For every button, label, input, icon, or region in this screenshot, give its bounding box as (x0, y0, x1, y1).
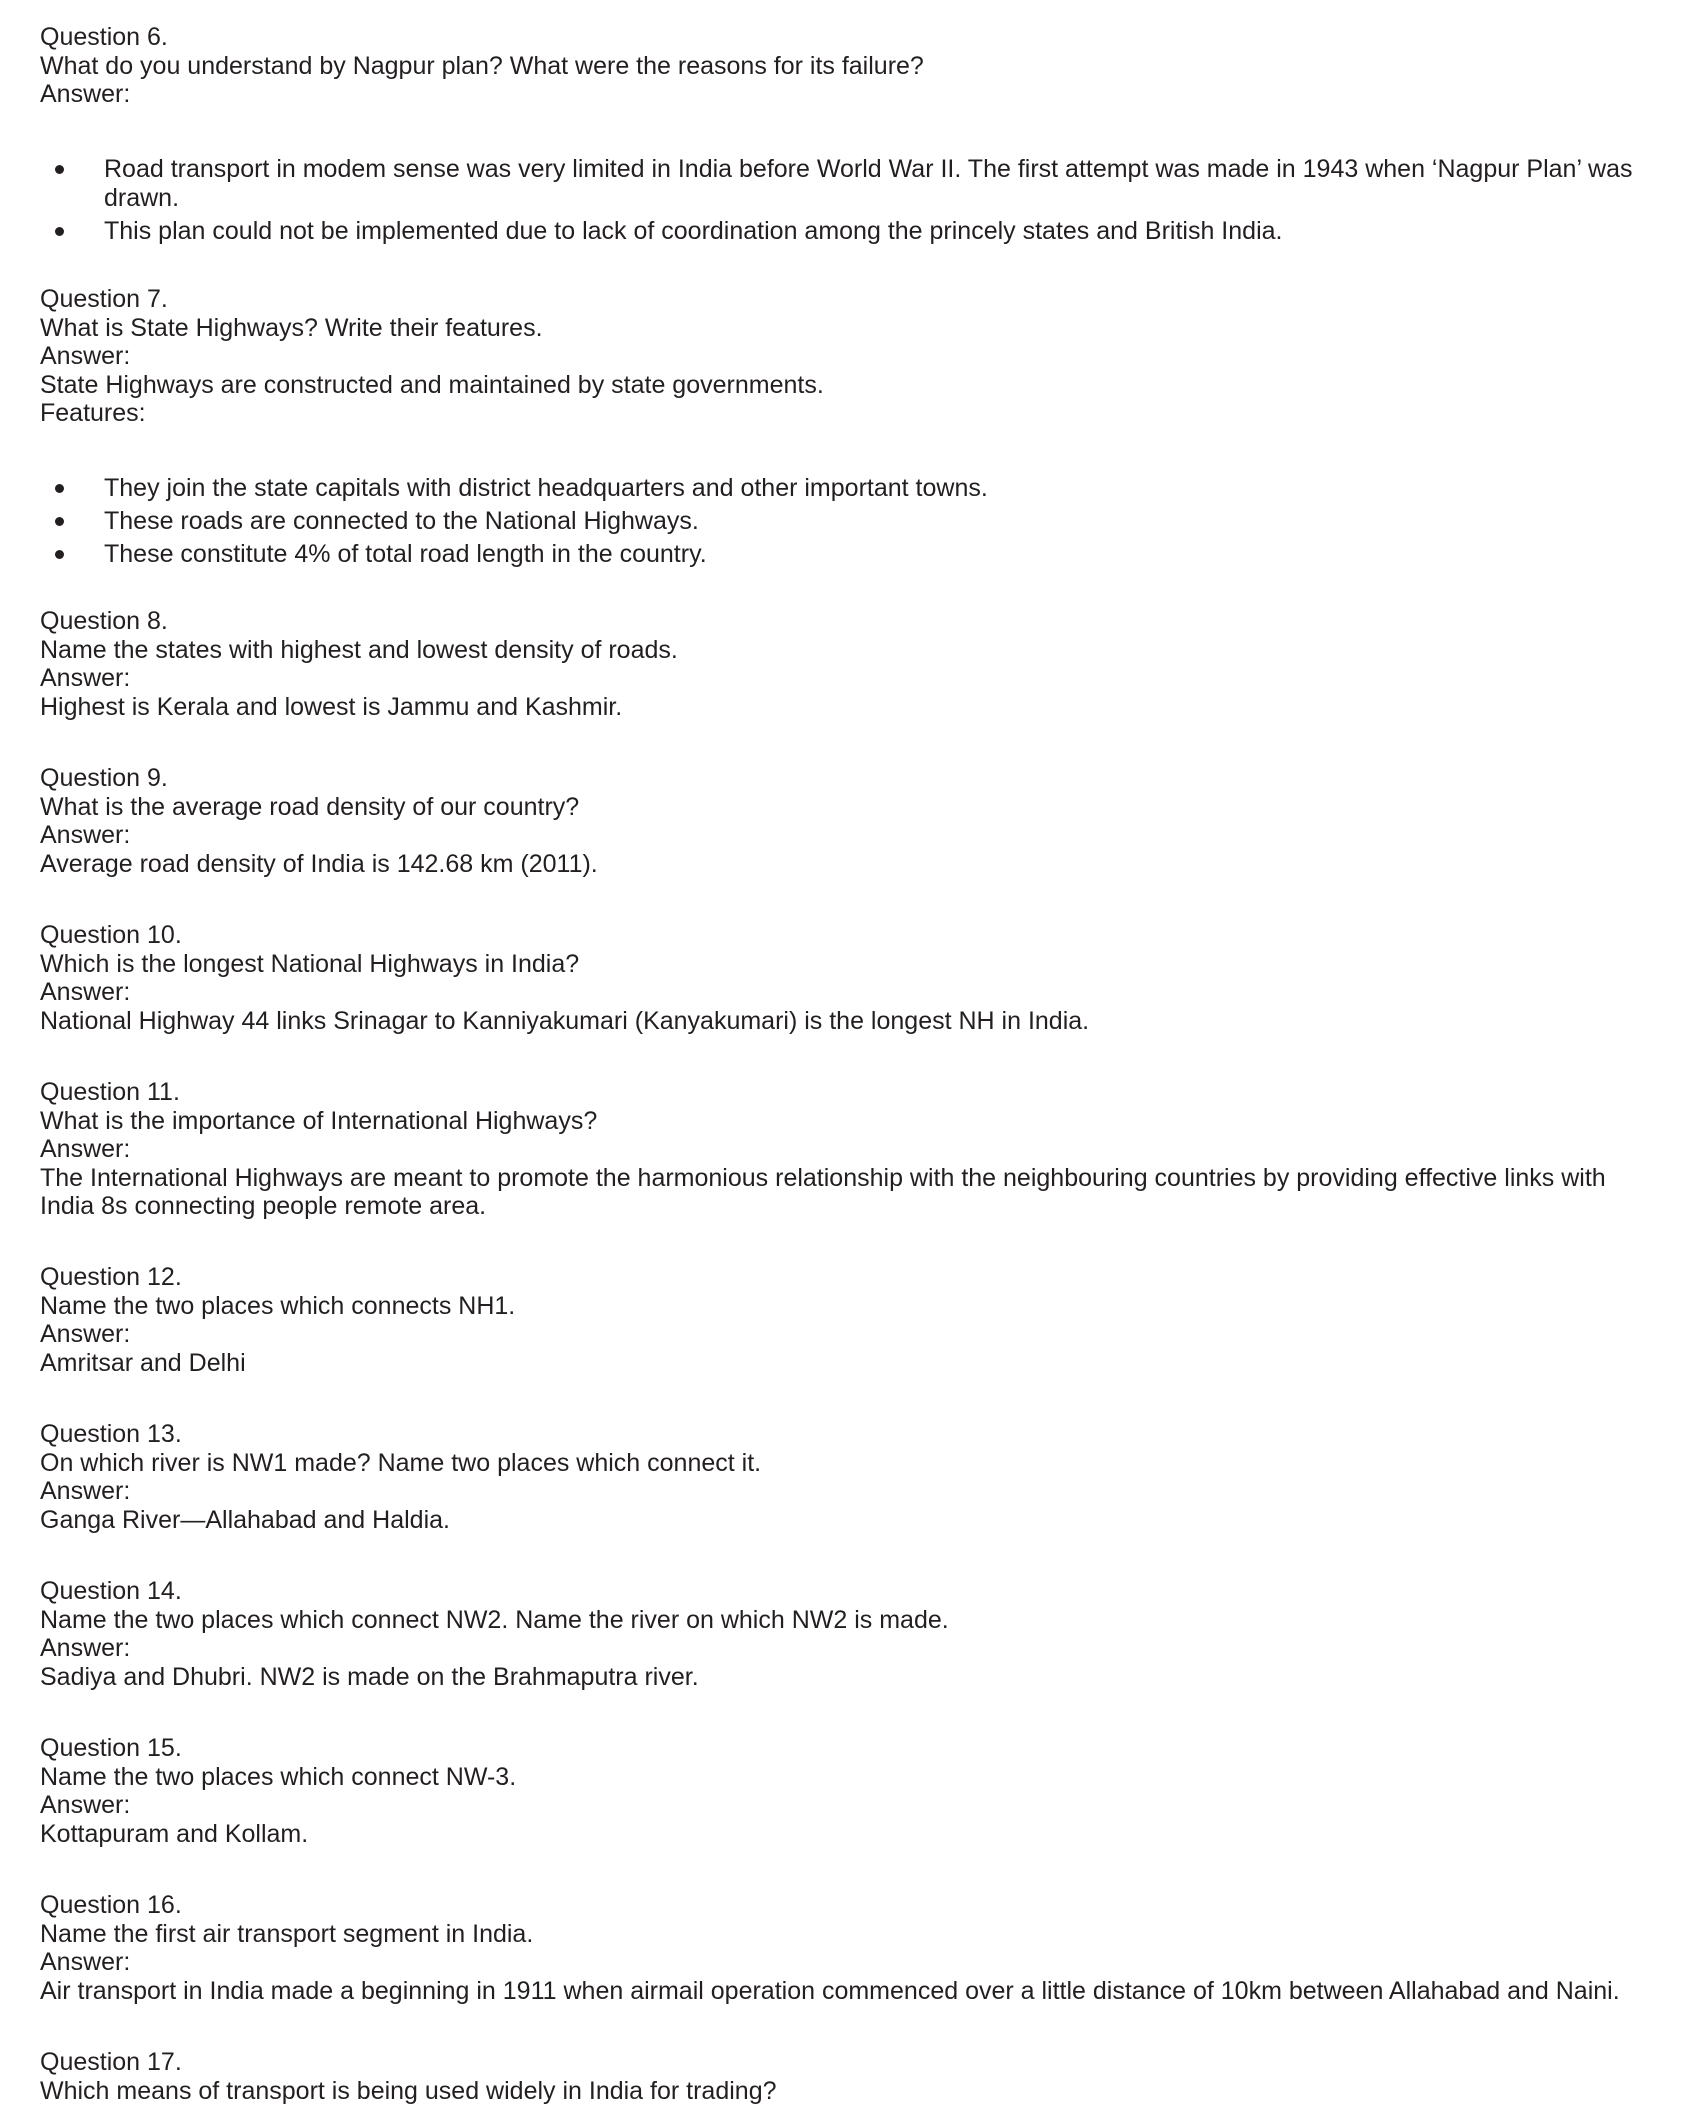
list-item (40, 474, 1665, 503)
question-text: Name the two places which connect NW-3. (40, 1762, 517, 1791)
bullet-text: These roads are connected to the National Highways. (104, 507, 699, 535)
question-number: Question 6. (40, 23, 168, 51)
question-text: Name the two places which connect NW2. Name the river on which NW2 is made. (40, 1605, 949, 1634)
question-text: On which river is NW1 made? Name two places which connect it. (40, 1448, 762, 1477)
question-10 (40, 921, 1665, 1035)
question-7-bullets (40, 474, 1665, 573)
question-16 (40, 1891, 1665, 2005)
question-text: Name the two places which connects NH1. (40, 1291, 516, 1320)
question-11 (40, 1078, 1665, 1221)
question-text: Name the first air transport segment in India. (40, 1919, 534, 1948)
bullet-text: Road transport in modem sense was very limited in India before World War II. The first attempt was made in 1943 when ‘Nagpur Plan’ was drawn. (104, 155, 1633, 212)
bullet-text: These constitute 4% of total road length in the country. (104, 540, 707, 568)
list-item (40, 155, 1665, 212)
answer-label: Answer: (40, 1948, 131, 1976)
bullet-list (40, 155, 1665, 245)
question-14 (40, 1577, 1665, 1691)
question-text: What do you understand by Nagpur plan? What were the reasons for its failure? (40, 51, 924, 80)
list-item (40, 507, 1665, 536)
bullet-list (40, 474, 1665, 569)
question-12 (40, 1263, 1665, 1377)
answer-label: Answer: (40, 1634, 131, 1662)
question-6 (40, 23, 1665, 109)
list-item (40, 217, 1665, 246)
question-number: Question 7. (40, 285, 168, 313)
answer-label: Answer: (40, 342, 131, 370)
answer-label: Answer: (40, 1477, 131, 1505)
question-text: What is State Highways? Write their features. (40, 313, 543, 342)
bullet-text: This plan could not be implemented due to lack of coordination among the princely states and British India. (104, 216, 1283, 245)
answer-text: Air transport in India made a beginning in 1911 when airmail operation commenced over a little distance of 10km between Allahabad and Naini. (40, 1976, 1620, 2005)
answer-text: Average road density of India is 142.68 km (2011). (40, 849, 598, 878)
question-text: What is the importance of International Highways? (40, 1106, 598, 1135)
answer-text: Highest is Kerala and lowest is Jammu and Kashmir. (40, 692, 623, 721)
question-number: Question 12. (40, 1263, 182, 1291)
question-number: Question 13. (40, 1420, 182, 1448)
question-13 (40, 1420, 1665, 1534)
answer-text: Ganga River—Allahabad and Haldia. (40, 1505, 450, 1534)
bullet-icon (55, 484, 64, 493)
question-number: Question 8. (40, 607, 168, 635)
question-6-bullets (40, 155, 1665, 250)
answer-label: Answer: (40, 821, 131, 849)
features-label: Features: (40, 399, 146, 427)
question-7 (40, 285, 1665, 428)
answer-label: Answer: (40, 978, 131, 1006)
answer-text: The International Highways are meant to promote the harmonious relationship with the neighbouring countries by providing effective links with India 8s connecting people remote area. (40, 1163, 1606, 1220)
answer-text: Sadiya and Dhubri. NW2 is made on the Brahmaputra river. (40, 1662, 699, 1691)
list-item (40, 540, 1665, 569)
bullet-text: They join the state capitals with district headquarters and other important towns. (104, 474, 988, 502)
question-text: Which means of transport is being used widely in India for trading? (40, 2076, 777, 2105)
answer-text: Kottapuram and Kollam. (40, 1819, 309, 1848)
question-15 (40, 1734, 1665, 1848)
bullet-icon (55, 517, 64, 526)
answer-label: Answer: (40, 1135, 131, 1163)
question-number: Question 14. (40, 1577, 182, 1605)
question-text: What is the average road density of our country? (40, 792, 580, 821)
answer-label: Answer: (40, 80, 131, 108)
question-number: Question 10. (40, 921, 182, 949)
bullet-icon (55, 165, 64, 174)
question-number: Question 17. (40, 2048, 182, 2076)
answer-label: Answer: (40, 1320, 131, 1348)
question-number: Question 11. (40, 1078, 180, 1106)
bullet-icon (55, 550, 64, 559)
answer-text: State Highways are constructed and maintained by state governments. (40, 370, 824, 399)
question-9 (40, 764, 1665, 878)
question-number: Question 16. (40, 1891, 182, 1919)
question-number: Question 9. (40, 764, 168, 792)
answer-label: Answer: (40, 664, 131, 692)
answer-label: Answer: (40, 1791, 131, 1819)
question-text: Name the states with highest and lowest density of roads. (40, 635, 678, 664)
answer-text: Amritsar and Delhi (40, 1348, 246, 1377)
question-8 (40, 607, 1665, 721)
question-number: Question 15. (40, 1734, 182, 1762)
question-17 (40, 2048, 1665, 2105)
question-text: Which is the longest National Highways in India? (40, 949, 580, 978)
bullet-icon (55, 227, 64, 236)
answer-text: National Highway 44 links Srinagar to Kanniyakumari (Kanyakumari) is the longest NH in India. (40, 1006, 1090, 1035)
